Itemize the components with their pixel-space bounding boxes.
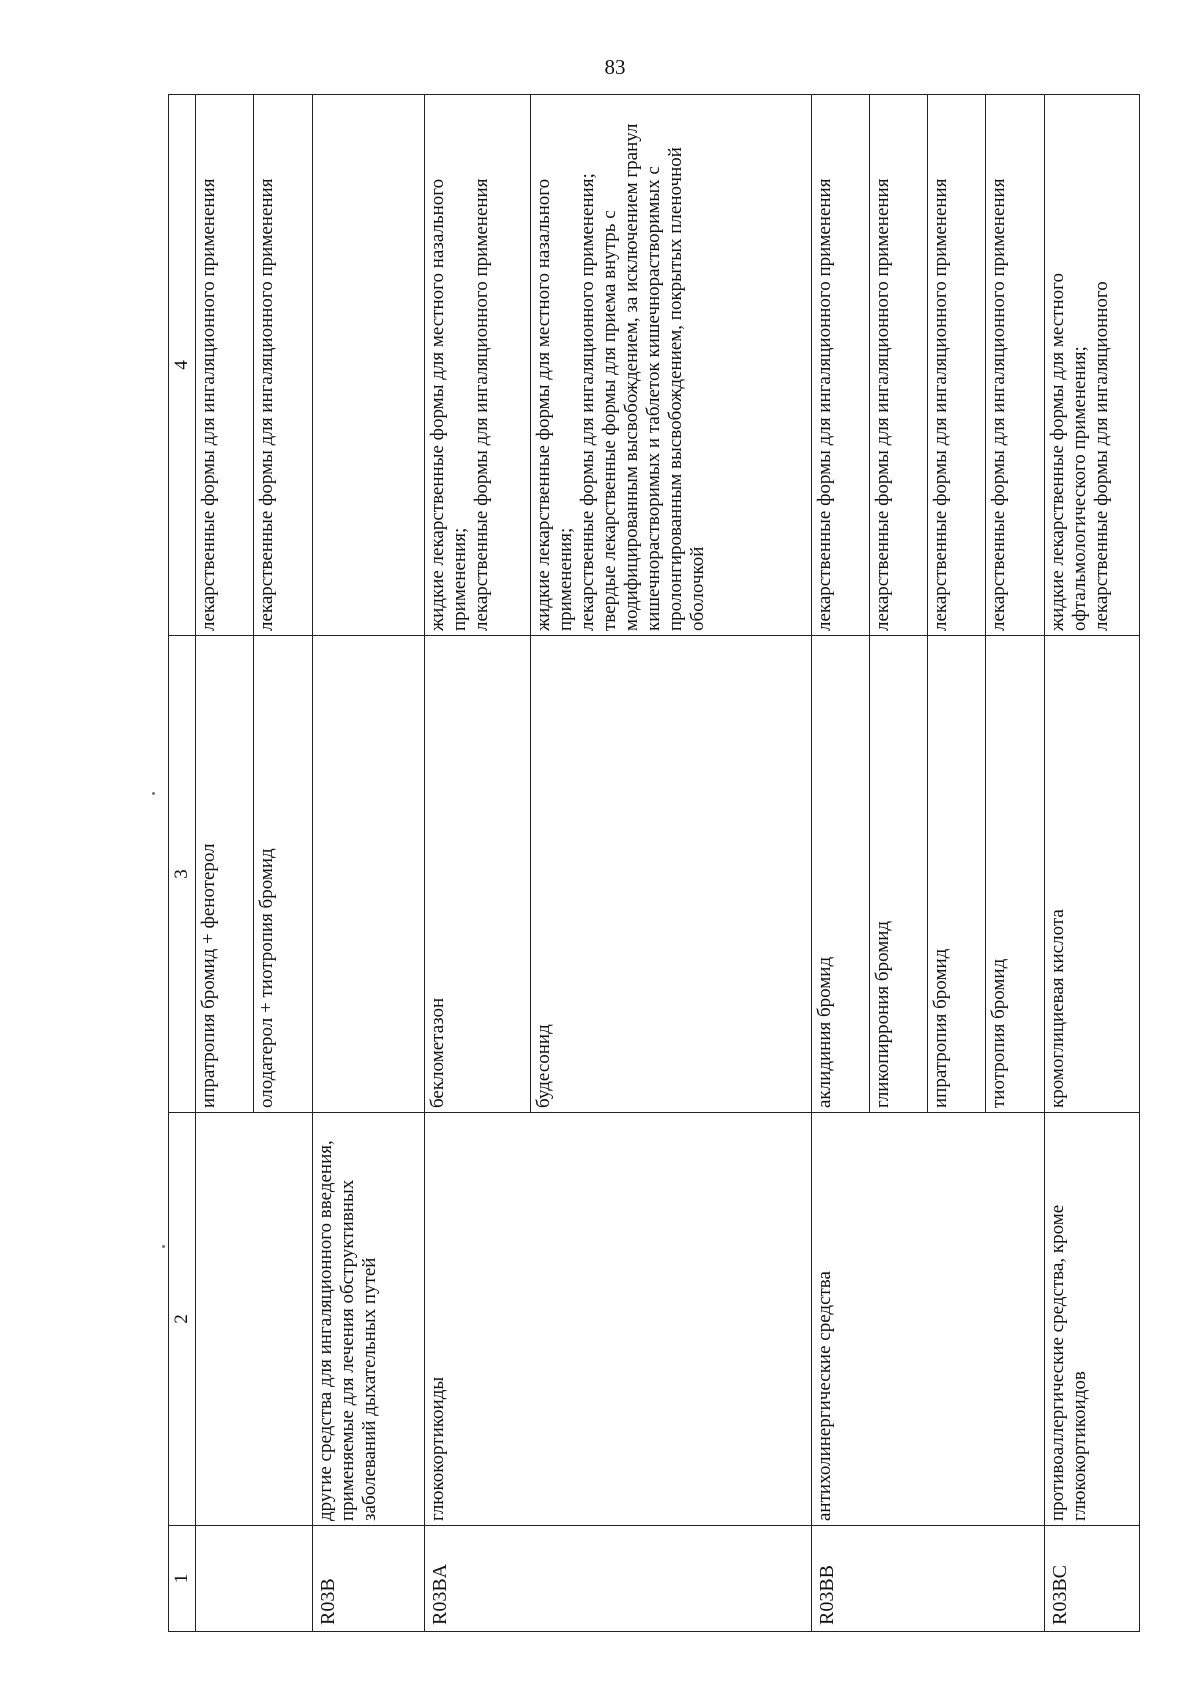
dosage-form-cell: лекарственные формы для ингаляционного применения [196,95,254,636]
group-cell: другие средства для ингаляционного введения, применяемые для лечения обструктивных заболеваний дыхательных путей [312,1113,424,1526]
page-number: 83 [604,55,626,79]
rotated-table-container [168,95,1140,1632]
table-row [312,95,424,1632]
drug-name-cell: ипратропия бромид [928,636,986,1113]
drug-name-cell: беклометазон [424,636,530,1113]
drug-name-cell: ипратропия бромид + фенотерол [196,636,254,1113]
dosage-form-cell: лекарственные формы для ингаляционного применения [928,95,986,636]
table-row [196,95,254,1632]
dosage-form-cell: лекарственные формы для ингаляционного применения [811,95,869,636]
code-cell: R03BC [1044,1526,1139,1632]
drug-name-cell: аклидиния бромид [811,636,869,1113]
group-cell: противоаллергические средства, кроме глюкокортикоидов [1044,1113,1139,1526]
dosage-form-cell: лекарственные формы для ингаляционного применения [254,95,312,636]
code-cell: R03BB [811,1526,1044,1632]
dosage-form-cell [312,95,424,636]
dosage-form-cell: жидкие лекарственные формы для местного назального применения; лекарственные формы для ингаляционного применения [424,95,530,636]
drug-name-cell: тиотропия бромид [986,636,1044,1113]
scan-speck [162,1245,165,1248]
header-col-3: 3 [169,636,196,1113]
drug-name-cell: гликопиррония бромид [869,636,927,1113]
drug-name-cell: олодатерол + тиотропия бромид [254,636,312,1113]
table-row [1044,95,1139,1632]
drug-name-cell: будесонид [530,636,811,1113]
header-col-1: 1 [169,1526,196,1632]
code-cell: R03B [312,1526,424,1632]
drug-name-cell [312,636,424,1113]
group-cell: антихолинергические средства [811,1113,1044,1526]
drug-name-cell: кромоглициевая кислота [1044,636,1139,1113]
table-row [811,95,869,1632]
code-cell [196,1526,313,1632]
group-cell: глюкокортикоиды [424,1113,811,1526]
header-col-4: 4 [169,95,196,636]
dosage-form-cell: лекарственные формы для ингаляционного применения [986,95,1044,636]
header-col-2: 2 [169,1113,196,1526]
code-cell: R03BA [424,1526,811,1632]
dosage-form-cell: жидкие лекарственные формы для местного назального применения; лекарственные формы для ингаляционного применения; твердые лекарственные формы для приема внутрь с модифицированным высвобождением, за исключением гранул кишечнорастворимых и таблеток кишечнорастворимых с пролонгированным высвобождением, покрытых пленочной оболочкой [530,95,811,636]
drug-classification-table [168,94,1140,1632]
header-row [169,95,196,1632]
group-cell [196,1113,313,1526]
table-row [424,95,530,1632]
dosage-form-cell: лекарственные формы для ингаляционного применения [869,95,927,636]
scan-speck [152,792,155,795]
dosage-form-cell: жидкие лекарственные формы для местного офтальмологического применения; лекарственные формы для ингаляционного [1044,95,1139,636]
